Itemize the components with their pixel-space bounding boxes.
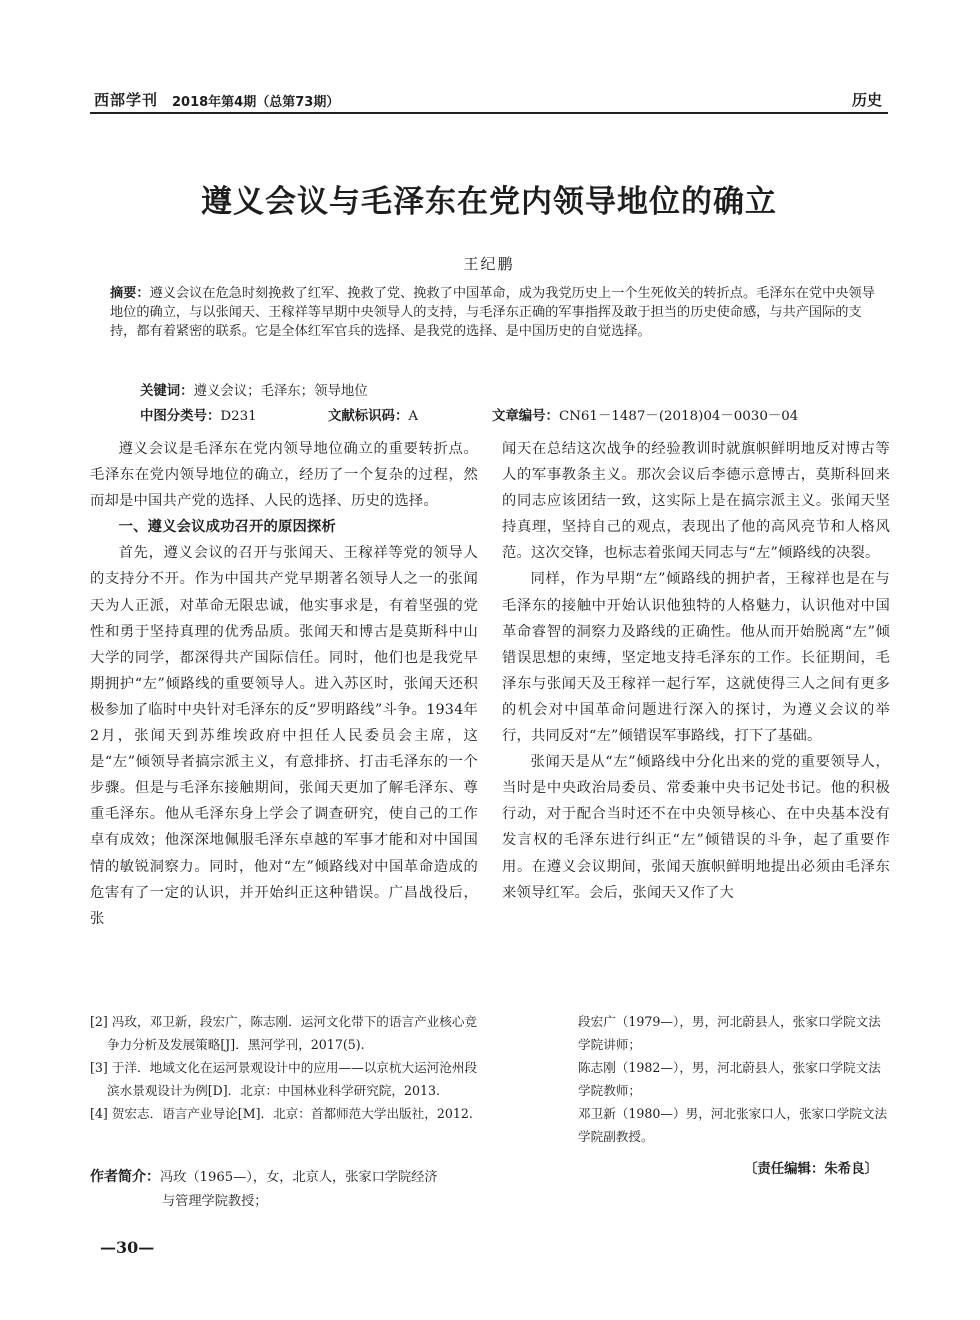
author-note: 邓卫新（1980—）男，河北张家口人，张家口学院文法学院副教授。 (578, 1106, 888, 1144)
keywords-text: 遵义会议；毛泽东；领导地位 (193, 384, 368, 399)
paragraph: 同样，作为早期“左”倾路线的拥护者，王稼祥也是在与毛泽东的接触中开始认识他独特的人格魅力，认识他对中国革命睿智的洞察力及路线的正确性。他从而开始脱离“左”倾错误思想的束缚，坚定地支持毛泽东的工作。长征期间，毛泽东与张闻天及王稼祥一起行军，这就使得三人之间有更多的机会对中国革命问题进行深入的探讨，为遵义会议的举行，共同反对“左”倾错误军事路线，打下了基础。 (502, 571, 890, 745)
author-notes (578, 1010, 893, 1148)
doc-code: 文献标识码：A (328, 409, 419, 424)
paragraph: 张闻天是从“左”倾路线中分化出来的党的重要领导人，当时是中央政治局委员、常委兼中央书记处书记。他的积极行动，对于配合当时还不在中央领导核心、在中央基本没有发言权的毛泽东进行纠正“左”倾错误的斗争，起了重要作用。在遵义会议期间，张闻天旗帜鲜明地提出必须由毛泽东来领导红军。会后，张闻天又作了大 (502, 754, 890, 901)
article-title: 遵义会议与毛泽东在党内领导地位的确立 (201, 184, 777, 220)
keywords (140, 380, 368, 399)
reference-item: [3] 于洋．地域文化在运河景观设计中的应用——以京杭大运河沧州段滨水景观设计为例[D]．北京：中国林业科学研究院，2013. (90, 1060, 478, 1098)
reference-item: [4] 贺宏志．语言产业导论[M]．北京：首都师范大学出版社，2012. (90, 1106, 473, 1121)
paragraph: 首先，遵义会议的召开与张闻天、王稼祥等党的领导人的支持分不开。作为中国共产党早期著名领导人之一的张闻天为人正派，对革命无限忠诚，他实事求是，有着坚强的党性和勇于坚持真理的优秀品质。张闻天和博古是莫斯科中山大学的同学，都深得共产国际信任。同时，他们也是我党早期拥护“左”倾路线的重要领导人。进入苏区时，张闻天还积极参加了临时中央针对毛泽东的反“罗明路线”斗争。1934年2月，张闻天到苏维埃政府中担任人民委员会主席，这是“左”倾领导者搞宗派主义，有意排挤、打击毛泽东的一个步骤。但是与毛泽东接触期间，张闻天更加了解毛泽东、尊重毛泽东。他从毛泽东身上学会了调查研究，使自己的工作卓有成效；他深深地佩服毛泽东卓越的军事才能和对中国国情的敏锐洞察力。同时，他对“左”倾路线对中国革命造成的危害有了一定的认识，并开始纠正这种错误。广昌战役后，张 (90, 545, 478, 927)
abstract-label: 摘要： (110, 286, 150, 301)
paragraph: 遵义会议是毛泽东在党内领导地位确立的重要转折点。毛泽东在党内领导地位的确立，经历了一个复杂的过程，然而却是中国共产党的选择、人民的选择、历史的选择。 (90, 441, 478, 510)
body-column-left (90, 436, 478, 932)
journal-name: 西部学刊 (94, 91, 159, 109)
header-rule (90, 112, 888, 114)
article-number: 文章编号：CN61－1487－(2018)04－0030－04 (492, 409, 799, 424)
section-heading: 一、遵义会议成功召开的原因探析 (118, 519, 337, 536)
abstract-text: 遵义会议在危急时刻挽救了红军、挽救了党、挽救了中国革命，成为我党历史上一个生死攸关的转折点。毛泽东在党中央领导地位的确立，与以张闻天、王稼祥等早期中央领导人的支持，与毛泽东正确的军事指挥及敢于担当的历史使命感，与共产国际的支持，都有着紧密的联系。它是全体红军官兵的选择、是我党的选择、是中国历史的自觉选择。 (110, 286, 875, 339)
author-note: 陈志刚（1982—），男，河北蔚县人，张家口学院文法学院教师； (578, 1060, 881, 1098)
body-column-right (502, 436, 890, 906)
reference-list (90, 1010, 485, 1125)
journal-issue: 2018年第4期（总第73期） (172, 95, 340, 110)
page-number: —30— (100, 1238, 155, 1257)
article-author: 王纪鹏 (463, 255, 515, 273)
clc-code: 中图分类号：D231 (140, 409, 257, 424)
author-note: 段宏广（1979—），男，河北蔚县人，张家口学院文法学院讲师； (578, 1014, 881, 1052)
reference-item: [2] 冯玫，邓卫新，段宏广，陈志刚．运河文化带下的语言产业核心竞争力分析及发展策略[J]．黑河学刊，2017(5). (90, 1014, 478, 1052)
author-intro: 作者简介：冯玫（1965—），女，北京人，张家口学院经济 与管理学院教授； (90, 1169, 438, 1209)
responsible-editor: 〔责任编辑：朱希良〕 (744, 1162, 878, 1177)
abstract (110, 284, 885, 341)
section-label: 历史 (852, 91, 883, 109)
paragraph: 闻天在总结这次战争的经验教训时就旗帜鲜明地反对博古等人的军事教条主义。那次会议后李德示意博古，莫斯科回来的同志应该团结一致，这实际上是在搞宗派主义。张闻天坚持真理，坚持自己的观点，表现出了他的高风亮节和人格风范。这次交锋，也标志着张闻天同志与“左”倾路线的决裂。 (502, 441, 890, 562)
author-intro-label: 作者简介： (90, 1169, 160, 1185)
keywords-label: 关键词： (140, 384, 194, 399)
